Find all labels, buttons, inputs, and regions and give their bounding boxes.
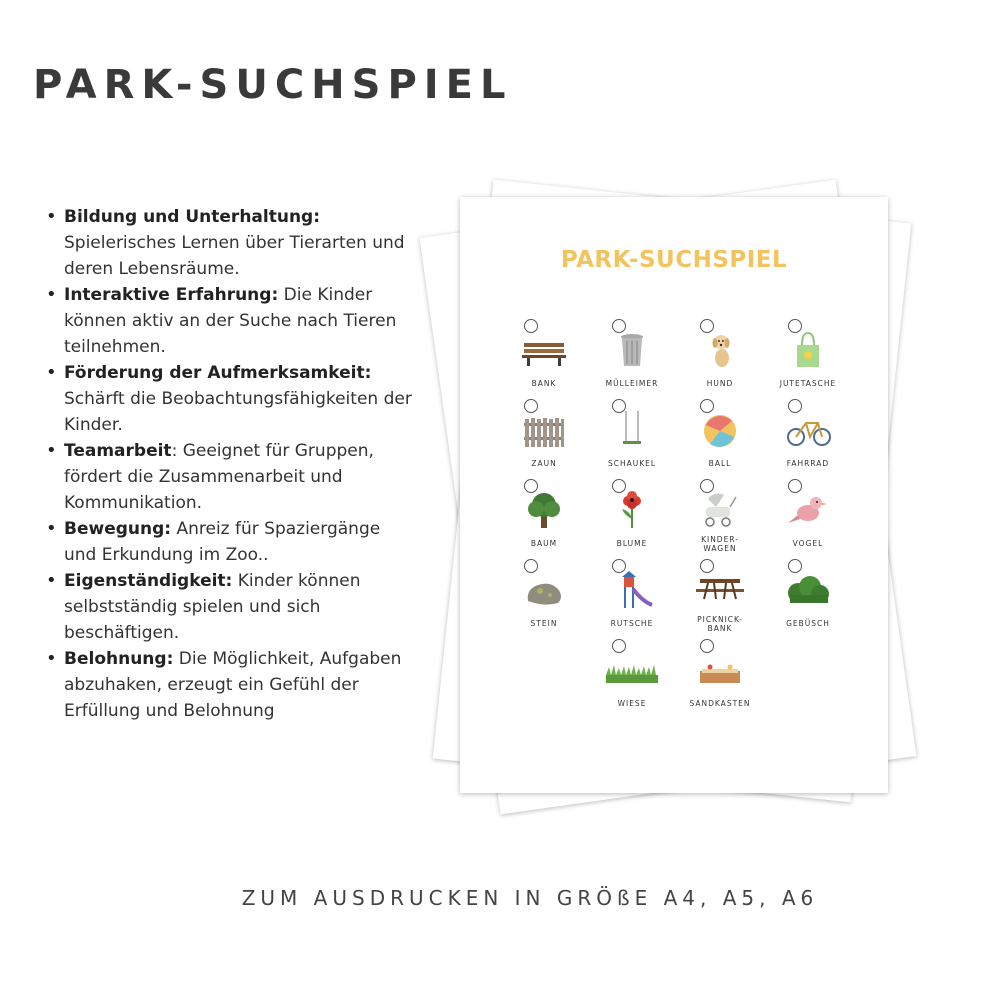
stroller-icon [694, 491, 746, 529]
item-label-line: PICKNICK- [697, 615, 743, 624]
feature-text: Spielerisches Lernen über Tierarten und deren Lebensräume. [64, 233, 405, 279]
feature-heading: Belohnung: [64, 649, 174, 669]
dog-icon [694, 331, 746, 369]
tote-bag-icon [782, 331, 834, 369]
feature-item [44, 360, 414, 438]
feature-heading: Interaktive Erfahrung: [64, 285, 279, 305]
grid-item [764, 475, 852, 555]
flower-icon [606, 491, 658, 529]
feature-heading: Bildung und Unterhaltung: [64, 207, 321, 227]
item-label: BLUME [616, 539, 648, 548]
grid-item [676, 395, 764, 475]
bicycle-icon [782, 411, 834, 449]
feature-item [44, 204, 414, 282]
item-label: SCHAUKEL [607, 459, 657, 468]
item-label: ZAUN [531, 459, 557, 468]
item-label: RUTSCHE [610, 619, 654, 628]
grid-item [588, 395, 676, 475]
slide-icon [606, 571, 658, 609]
item-label: BANK [531, 379, 557, 388]
item-label: VOGEL [792, 539, 824, 548]
feature-text: Kinder können selbstständig spielen und sich beschäftigen. [64, 571, 361, 643]
item-label [676, 615, 764, 633]
grid-item [588, 555, 676, 635]
feature-text: Die Kinder können aktiv an der Suche nach Tieren teilnehmen. [64, 285, 397, 357]
grid-item [676, 635, 764, 715]
print-size-note: ZUM AUSDRUCKEN IN GRÖßE A4, A5, A6 [241, 886, 819, 910]
page-title: PARK-SUCHSPIEL [33, 62, 513, 108]
grid-item [676, 555, 764, 635]
item-label: WIESE [617, 699, 647, 708]
feature-item [44, 568, 414, 646]
ball-icon [694, 411, 746, 449]
bird-icon [782, 491, 834, 529]
fence-icon [518, 411, 570, 449]
stone-icon [518, 571, 570, 609]
grid-item [500, 395, 588, 475]
item-label: SANDKASTEN [689, 699, 751, 708]
grid-item [500, 315, 588, 395]
item-grid [500, 315, 852, 715]
grid-item-spacer [500, 635, 588, 715]
worksheet-title: PARK-SUCHSPIEL [560, 247, 788, 273]
feature-heading: Förderung der Aufmerksamkeit: [64, 363, 372, 383]
item-label: JUTETASCHE [779, 379, 837, 388]
item-label-line: WAGEN [703, 544, 737, 553]
grid-item [588, 315, 676, 395]
item-label: STEIN [530, 619, 558, 628]
meadow-icon [606, 651, 658, 689]
sandbox-icon [694, 651, 746, 689]
item-label: GEBÜSCH [786, 619, 830, 628]
feature-heading: Eigenständigkeit: [64, 571, 233, 591]
picnic-table-icon [694, 571, 746, 609]
grid-item [764, 315, 852, 395]
feature-item [44, 438, 414, 516]
feature-list [44, 204, 414, 724]
grid-item [500, 475, 588, 555]
feature-text: Schärft die Beobachtungsfähigkeiten der Kinder. [64, 389, 412, 435]
feature-item [44, 282, 414, 360]
trash-can-icon [606, 331, 658, 369]
grid-item [500, 555, 588, 635]
feature-text: Anreiz für Spaziergänge und Erkundung im Zoo.. [64, 519, 381, 565]
item-label: MÜLLEIMER [605, 379, 659, 388]
grid-item [764, 395, 852, 475]
bench-icon [518, 331, 570, 369]
bush-icon [782, 571, 834, 609]
feature-heading: Teamarbeit [64, 441, 172, 461]
grid-item [764, 555, 852, 635]
feature-item [44, 646, 414, 724]
grid-item [588, 635, 676, 715]
swing-icon [606, 411, 658, 449]
item-label-line: KINDER- [701, 535, 739, 544]
item-label [676, 535, 764, 553]
item-label: FAHRRAD [786, 459, 830, 468]
tree-icon [518, 491, 570, 529]
item-label: BAUM [530, 539, 558, 548]
item-label-line: BANK [707, 624, 733, 633]
feature-heading: Bewegung: [64, 519, 172, 539]
grid-item [588, 475, 676, 555]
grid-item [676, 475, 764, 555]
item-label: HUND [706, 379, 734, 388]
item-label: BALL [708, 459, 732, 468]
grid-item-spacer [764, 635, 852, 715]
feature-text: Die Möglichkeit, Aufgaben abzuhaken, erzeugt ein Gefühl der Erfüllung und Belohnung [64, 649, 402, 721]
worksheet-preview [460, 197, 888, 793]
grid-item [676, 315, 764, 395]
feature-item [44, 516, 414, 568]
feature-text: : Geeignet für Gruppen, fördert die Zusammenarbeit und Kommunikation. [64, 441, 374, 513]
